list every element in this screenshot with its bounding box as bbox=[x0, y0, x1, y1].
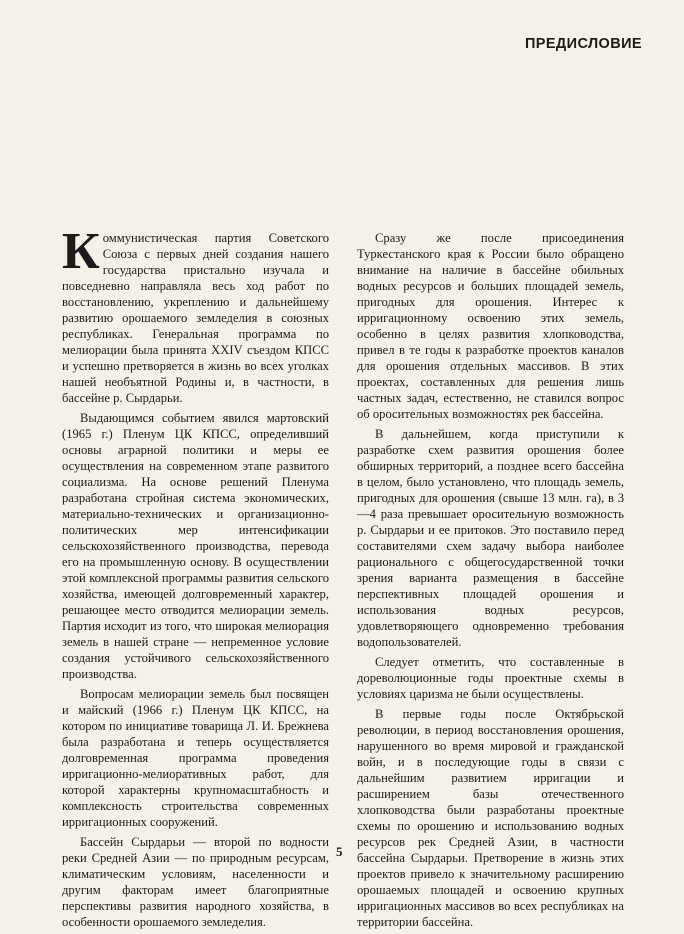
right-paragraph-2: В дальнейшем, когда приступили к разработке схем развития орошения более обширных территорий, а позднее всего бассейна в целом, было установлено, что площадь земель, пригодных для орошения (свыше 13 млн. га), в 3—4 раза превышает оросительную возможность р. Сырдарьи и ее притоков. Это поставило перед составителями схем задачу выбора наиболее рационального с общегосударственной точки зрения варианта размещения в бассейне перспективных площадей орошения и использования водных ресурсов, удовлетворяющего одновременно требования водопользователей. bbox=[357, 427, 624, 649]
right-paragraph-3: Следует отметить, что составленные в дореволюционные годы проектные схемы в условиях царизма не были осуществлены. bbox=[357, 655, 624, 701]
right-paragraph-4: В первые годы после Октябрьской революции, в период восстановления орошения, нарушенного во время мировой и гражданской войн, и в последующие годы в связи с дальнейшим развитием ирригации и расширением базы отечественного хлопководства были разработаны проектные схемы по орошению и использованию водных ресурсов рек Средней Азии, в частности бассейна Сырдарьи. Претворение в жизнь этих проектов привело к значительному расширению орошаемых площадей и освоению крупных ирригационных массивов во всех республиках на территории бассейна. bbox=[357, 707, 624, 929]
right-column bbox=[357, 230, 624, 934]
left-paragraph-3: Вопросам мелиорации земель был посвящен и майский (1966 г.) Пленум ЦК КПСС, на котором по инициативе товарища Л. И. Брежнева была разработана и теперь осуществляется долговременная программа проведения ирригационно-мелиоративных работ, для которой характерны крупномасштабность и комплексность строительства современных ирригационных сооружений. bbox=[62, 687, 329, 829]
left-paragraph-2: Выдающимся событием явился мартовский (1965 г.) Пленум ЦК КПСС, определивший основы аграрной политики и меры ее осуществления на современном этапе развитого социализма. На основе решений Пленума разработана стройная система экономических, материально-технических и организационно-политических мер интенсификации сельскохозяйственного производства, перевода его на промышленную основу. В осуществлении этой комплексной программы развития сельского хозяйства, имеющей долговременный характер, решающее место отводится мелиорации земель. Партия исходит из того, что широкая мелиорация земель в нашей стране — непременное условие создания устойчивого сельскохозяйственного производства. bbox=[62, 411, 329, 681]
left-paragraph-1 bbox=[62, 223, 329, 406]
left-paragraph-1-text: оммунистическая партия Советского Союза с первых дней создания нашего государства пристально изучала и повседневно направляла весь ход работ по восстановлению, укреплению и дальнейшему развитию орошаемого земледелия в союзных республиках. Генеральная программа по мелиорации была принята XXIV съездом КПСС и успешно претворяется в жизнь во всех уголках нашей необъятной Родины и, в частности, в бассейне р. Сырдарьи. bbox=[62, 231, 329, 405]
left-column bbox=[62, 223, 329, 934]
right-paragraph-1: Сразу же после присоединения Туркестанского края к России было обращено внимание на наличие в бассейне обильных водных ресурсов и больших площадей земель, пригодных для орошения. Интерес к ирригационному освоению этих земель, особенно в целях развития хлопководства, привел в те годы к разработке проектов каналов для орошения отдельных массивов. В этих проектах, составленных для решения лишь частных задач, естественно, не ставился вопрос об оросительных возможностях рек бассейна. bbox=[357, 231, 624, 421]
page-number: 5 bbox=[336, 844, 343, 859]
left-paragraph-4: Бассейн Сырдарьи — второй по водности реки Средней Азии — по природным ресурсам, климатическим условиям, населенности и другим факторам имеет благоприятные перспективы развития народного хозяйства, в особенности орошаемого земледелия. bbox=[62, 835, 329, 929]
section-title: ПРЕДИСЛОВИЕ bbox=[524, 36, 642, 52]
drop-cap: К bbox=[62, 223, 100, 280]
